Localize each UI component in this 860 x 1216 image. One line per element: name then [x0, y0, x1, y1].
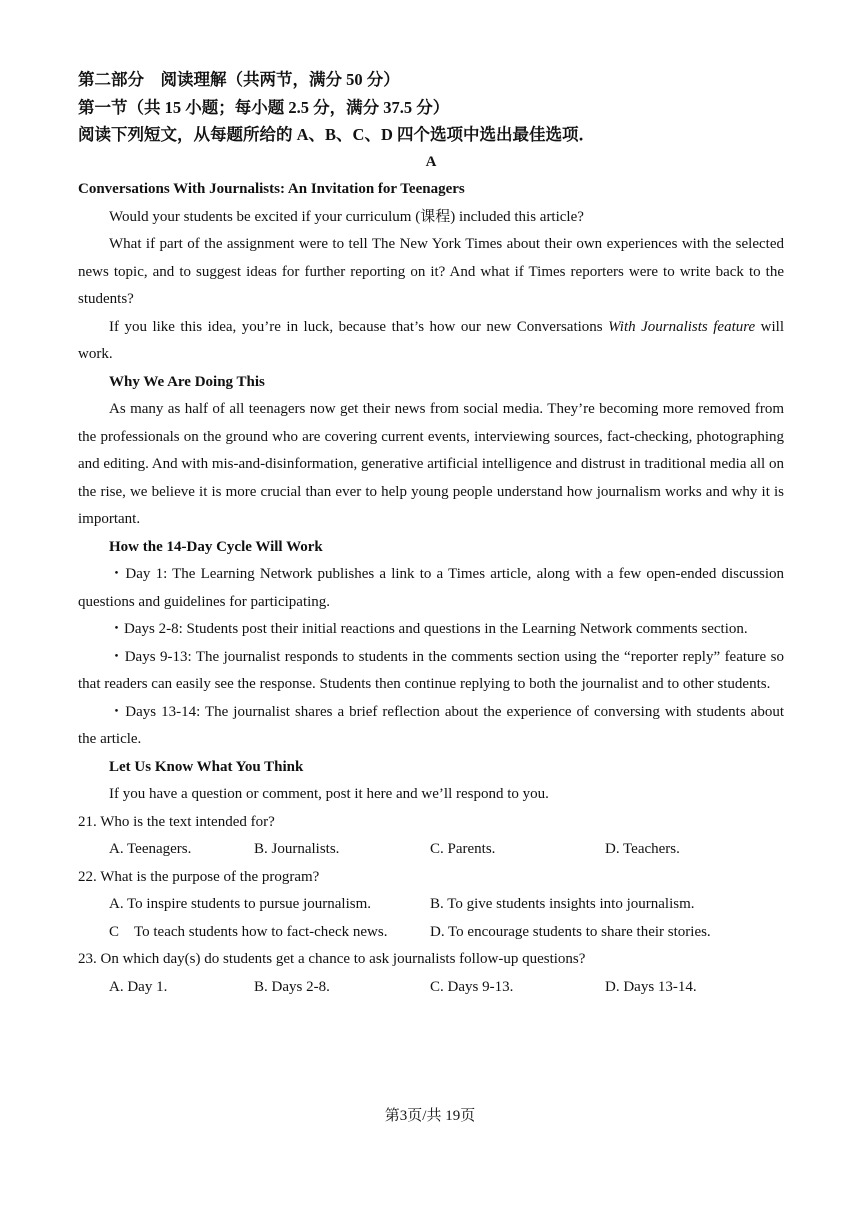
cycle-item: ・Days 9-13: The journalist responds to students in the comments section using the “reporter reply” feature so that readers can easily see the response. Students then continue replying to both the journalist and to other students.	[78, 648, 784, 692]
option-row	[78, 974, 784, 1002]
option-b[interactable]: B. To give students insights into journalism.	[430, 896, 695, 912]
option-d[interactable]: D. To encourage students to share their stories.	[430, 923, 711, 940]
cycle-item: ・Days 13-14: The journalist shares a brief reflection about the experience of conversing with students about the article.	[78, 703, 784, 747]
cycle-heading: How the 14-Day Cycle Will Work	[109, 538, 323, 555]
part-header: 第二部分 阅读理解（共两节，满分 50 分）	[78, 70, 400, 89]
cycle-item: ・Day 1: The Learning Network publishes a link to a Times article, along with a few open-ended discussion questions and guidelines for participating.	[78, 566, 784, 610]
option-b[interactable]: B. Days 2-8.	[254, 978, 330, 995]
feedback-paragraph: If you have a question or comment, post it here and we’ll respond to you.	[109, 786, 549, 802]
option-c[interactable]: C. Days 9-13.	[430, 978, 514, 995]
instruction-line: 阅读下列短文，从每题所给的 A、B、C、D 四个选项中选出最佳选项．	[78, 125, 596, 144]
question-stem: 22. What is the purpose of the program?	[78, 868, 320, 885]
option-row	[78, 919, 784, 947]
option-c[interactable]: C. Parents.	[430, 841, 496, 857]
option-row	[78, 891, 784, 919]
option-a[interactable]: A. To inspire students to pursue journalism.	[109, 896, 371, 912]
luck-paragraph	[78, 314, 784, 369]
feature-name-italic: With Journalists feature	[608, 318, 756, 335]
option-a[interactable]: A. Teenagers.	[109, 841, 192, 857]
feedback-heading: Let Us Know What You Think	[109, 758, 304, 775]
option-b[interactable]: B. Journalists.	[254, 841, 340, 857]
passage-letter: A	[425, 153, 437, 170]
question-stem: 21. Who is the text intended for?	[78, 813, 275, 830]
option-row	[78, 836, 784, 864]
why-paragraph: As many as half of all teenagers now get their news from social media. They’re becoming more removed from the professionals on the ground who are covering current events, interviewing sources, fact-checking, photographing and editing. And with mis-and-disinformation, generative artificial intelligence and distrust in traditional media all on the rise, we believe it is more crucial than ever to help young people understand how journalism works and why it is important.	[78, 401, 784, 527]
why-heading: Why We Are Doing This	[109, 373, 265, 390]
intro-paragraph: Would your students be excited if your curriculum (课程) included this article?	[109, 208, 584, 225]
option-d[interactable]: D. Days 13-14.	[605, 978, 697, 995]
luck-text: If you like this idea, you’re in luck, because that’s how our new Conversations	[109, 318, 609, 335]
page-number: 第3页/共 19页	[384, 1108, 476, 1124]
option-a[interactable]: A. Day 1.	[109, 978, 168, 995]
intro-paragraph: What if part of the assignment were to tell The New York Times about their own experiences with the selected news topic, and to suggest ideas for further reporting on it? And what if Times reporters were to write back to the students?	[78, 236, 784, 307]
option-c[interactable]: C To teach students how to fact-check news.	[109, 923, 388, 940]
passage-title: Conversations With Journalists: An Invitation for Teenagers	[78, 181, 465, 197]
subsection-header: 第一节（共 15 小题；每小题 2.5 分，满分 37.5 分）	[78, 97, 450, 117]
luck-tail: will work.	[78, 318, 785, 362]
question-stem: 23. On which day(s) do students get a chance to ask journalists follow-up questions?	[78, 951, 586, 967]
cycle-item: ・Days 2-8: Students post their initial reactions and questions in the Learning Network comments section.	[109, 621, 748, 637]
option-d[interactable]: D. Teachers.	[605, 841, 680, 857]
exam-page	[78, 66, 784, 1001]
